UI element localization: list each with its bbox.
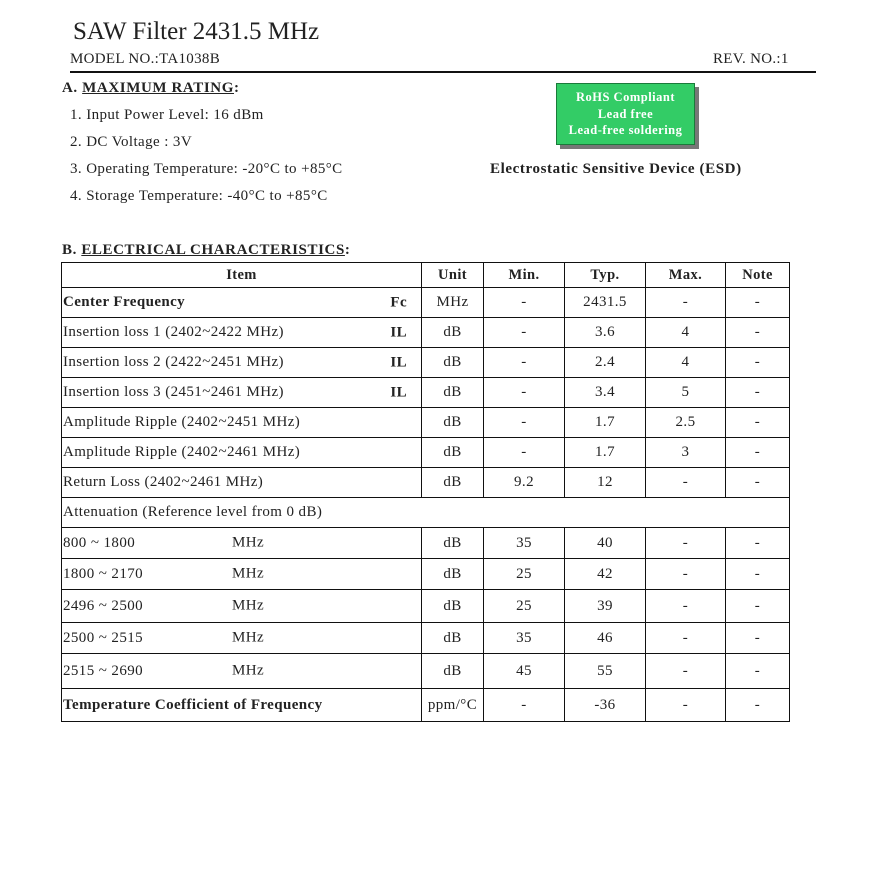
item-cell: Insertion loss 1 (2402~2422 MHz) IL	[62, 318, 422, 348]
max-cell: -	[646, 590, 726, 623]
min-cell: 25	[484, 590, 565, 623]
unit-cell: dB	[422, 318, 484, 348]
rating-item: 4. Storage Temperature: -40°C to +85°C	[70, 188, 328, 204]
section-a-heading: A. MAXIMUM RATING:	[62, 80, 240, 96]
note-cell: -	[726, 318, 790, 348]
rating-item: 3. Operating Temperature: -20°C to +85°C	[70, 161, 343, 177]
item-cell: Amplitude Ripple (2402~2451 MHz)	[62, 408, 422, 438]
typ-cell: 42	[565, 559, 646, 590]
typ-cell: 3.4	[565, 378, 646, 408]
unit-cell: dB	[422, 654, 484, 689]
rohs-line: RoHS Compliant	[575, 90, 676, 104]
min-cell: -	[484, 408, 565, 438]
symbol: IL	[390, 384, 407, 400]
symbol: IL	[390, 324, 407, 340]
table-header-row	[62, 263, 790, 288]
typ-cell: 55	[565, 654, 646, 689]
table-row	[62, 654, 790, 689]
table-row	[62, 689, 790, 722]
item-cell: Center Frequency Fc	[62, 288, 422, 318]
freq-unit: MHz	[232, 662, 265, 679]
attenuation-label: Attenuation (Reference level from 0 dB)	[62, 498, 790, 528]
typ-cell: 2.4	[565, 348, 646, 378]
range-cell: 2496 ~ 2500 MHz	[62, 590, 422, 623]
note-cell: -	[726, 468, 790, 498]
unit-cell: dB	[422, 528, 484, 559]
max-cell: 4	[646, 348, 726, 378]
unit-cell: dB	[422, 408, 484, 438]
table-row	[62, 288, 790, 318]
rohs-badge	[556, 83, 695, 145]
max-cell: -	[646, 468, 726, 498]
range-cell: 2500 ~ 2515 MHz	[62, 623, 422, 654]
min-cell: 35	[484, 623, 565, 654]
table-row	[62, 348, 790, 378]
typ-cell: 40	[565, 528, 646, 559]
min-cell: -	[484, 288, 565, 318]
max-cell: -	[646, 288, 726, 318]
unit-cell: dB	[422, 468, 484, 498]
symbol: IL	[390, 354, 407, 370]
table-row	[62, 378, 790, 408]
table-row	[62, 528, 790, 559]
max-cell: 2.5	[646, 408, 726, 438]
note-cell: -	[726, 689, 790, 722]
note-cell: -	[726, 348, 790, 378]
unit-cell: dB	[422, 559, 484, 590]
min-cell: 35	[484, 528, 565, 559]
unit-cell: ppm/°C	[422, 689, 484, 722]
min-cell: -	[484, 318, 565, 348]
table-row	[62, 559, 790, 590]
typ-cell: 2431.5	[565, 288, 646, 318]
typ-cell: 1.7	[565, 438, 646, 468]
typ-cell: -36	[565, 689, 646, 722]
unit-cell: dB	[422, 348, 484, 378]
table-row	[62, 590, 790, 623]
rating-item: 2. DC Voltage : 3V	[70, 134, 193, 150]
max-cell: -	[646, 689, 726, 722]
max-cell: -	[646, 528, 726, 559]
freq-unit: MHz	[232, 534, 265, 551]
header-divider	[70, 71, 816, 73]
table-row	[62, 623, 790, 654]
header-max: Max.	[646, 263, 726, 288]
note-cell: -	[726, 528, 790, 559]
table-row	[62, 318, 790, 348]
typ-cell: 3.6	[565, 318, 646, 348]
lead-free-line: Lead free	[597, 106, 654, 121]
freq-unit: MHz	[232, 597, 265, 614]
note-cell: -	[726, 654, 790, 689]
rating-item: 1. Input Power Level: 16 dBm	[70, 107, 264, 123]
section-b-heading: B. ELECTRICAL CHARACTERISTICS:	[62, 242, 351, 258]
item-cell: Temperature Coefficient of Frequency	[62, 689, 422, 722]
document-title: SAW Filter 2431.5 MHz	[73, 18, 320, 45]
header-unit: Unit	[422, 263, 484, 288]
typ-cell: 1.7	[565, 408, 646, 438]
note-cell: -	[726, 590, 790, 623]
esd-label: Electrostatic Sensitive Device (ESD)	[490, 161, 742, 177]
min-cell: 25	[484, 559, 565, 590]
item-cell: Amplitude Ripple (2402~2461 MHz)	[62, 438, 422, 468]
note-cell: -	[726, 559, 790, 590]
min-cell: -	[484, 689, 565, 722]
header-typ: Typ.	[565, 263, 646, 288]
max-cell: 4	[646, 318, 726, 348]
typ-cell: 46	[565, 623, 646, 654]
unit-cell: dB	[422, 590, 484, 623]
unit-cell: MHz	[422, 288, 484, 318]
model-number: MODEL NO.:TA1038B	[70, 51, 221, 67]
revision-number: REV. NO.:1	[713, 51, 789, 67]
range-cell: 800 ~ 1800 MHz	[62, 528, 422, 559]
note-cell: -	[726, 623, 790, 654]
note-cell: -	[726, 438, 790, 468]
symbol: Fc	[390, 294, 407, 310]
min-cell: -	[484, 438, 565, 468]
table-row	[62, 408, 790, 438]
header-min: Min.	[484, 263, 565, 288]
item-cell: Insertion loss 2 (2422~2451 MHz) IL	[62, 348, 422, 378]
min-cell: 9.2	[484, 468, 565, 498]
range-cell: 1800 ~ 2170 MHz	[62, 559, 422, 590]
electrical-characteristics-table	[61, 262, 790, 722]
note-cell: -	[726, 378, 790, 408]
unit-cell: dB	[422, 438, 484, 468]
table-row	[62, 438, 790, 468]
max-cell: -	[646, 654, 726, 689]
max-cell: -	[646, 559, 726, 590]
unit-cell: dB	[422, 623, 484, 654]
range-cell: 2515 ~ 2690 MHz	[62, 654, 422, 689]
item-cell: Insertion loss 3 (2451~2461 MHz) IL	[62, 378, 422, 408]
typ-cell: 12	[565, 468, 646, 498]
table-row	[62, 468, 790, 498]
max-cell: 5	[646, 378, 726, 408]
header-note: Note	[726, 263, 790, 288]
typ-cell: 39	[565, 590, 646, 623]
attenuation-label-row	[62, 498, 790, 528]
min-cell: -	[484, 348, 565, 378]
unit-cell: dB	[422, 378, 484, 408]
min-cell: -	[484, 378, 565, 408]
freq-unit: MHz	[232, 565, 265, 582]
soldering-line: Lead-free soldering	[568, 123, 683, 137]
max-cell: -	[646, 623, 726, 654]
header-item: Item	[62, 263, 422, 288]
note-cell: -	[726, 288, 790, 318]
max-cell: 3	[646, 438, 726, 468]
note-cell: -	[726, 408, 790, 438]
min-cell: 45	[484, 654, 565, 689]
freq-unit: MHz	[232, 629, 265, 646]
item-cell: Return Loss (2402~2461 MHz)	[62, 468, 422, 498]
